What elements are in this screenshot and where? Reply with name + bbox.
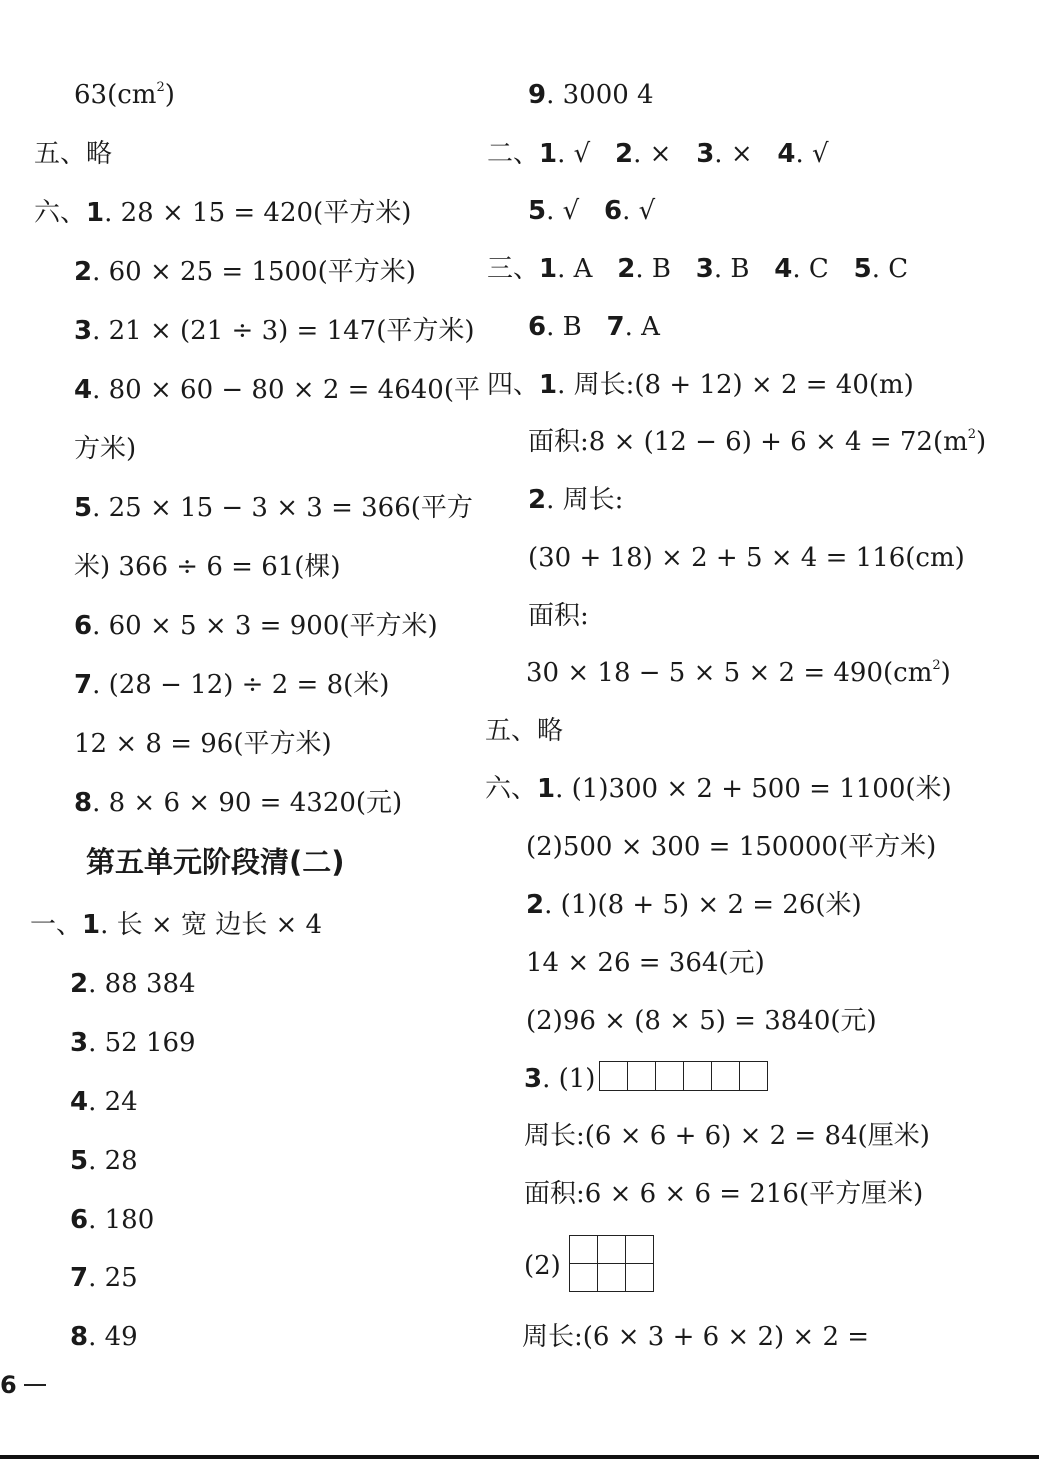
answer-line: 7. (28 − 12) ÷ 2 = 8(米) [74,670,390,700]
answer-line: (2) [524,1251,561,1281]
answer-line: 2. 88 384 [70,969,196,999]
answer-line: 5. 25 × 15 − 3 × 3 = 366(平方 [74,493,473,523]
answer-line: 8. 49 [70,1322,138,1352]
grid-cell [625,1235,654,1264]
grid-cell [597,1235,626,1264]
answer-line: 6. B 7. A [528,312,660,342]
answer-line: 五、略 [485,716,564,746]
answer-line: 周长:(6 × 6 + 6) × 2 = 84(厘米) [524,1121,930,1151]
rectangle-row-figure [600,1061,768,1091]
answer-line: 面积:6 × 6 × 6 = 216(平方厘米) [524,1179,924,1209]
page-number: 6 [0,1371,17,1399]
bottom-rule [0,1455,1039,1459]
answer-line: 2. 周长: [528,485,624,515]
answer-line: 六、1. 28 × 15 = 420(平方米) [34,198,412,228]
answer-line: 面积: [528,601,589,631]
rectangle-grid-figure [570,1236,654,1292]
answer-line: 3. (1) [524,1064,596,1094]
answer-line: (2)96 × (8 × 5) = 3840(元) [526,1006,877,1036]
answer-line: 5. √ 6. √ [528,196,656,226]
answer-line: 三、1. A 2. B 3. B 4. C 5. C [487,254,909,284]
answer-line: 4. 24 [70,1087,138,1117]
grid-cell [625,1263,654,1292]
answer-line: 2. 60 × 25 = 1500(平方米) [74,257,416,287]
answer-line: 二、1. √ 2. × 3. × 4. √ [487,139,829,169]
answer-line: 9. 3000 4 [528,80,654,110]
answer-line: (2)500 × 300 = 150000(平方米) [526,832,937,862]
grid-cell [569,1235,598,1264]
grid-cell [597,1263,626,1292]
answer-line: 6. 180 [70,1205,155,1235]
answer-line: 一、1. 长 × 宽 边长 × 4 [30,910,323,940]
answer-line: 五、略 [34,139,113,169]
page-number-dash [24,1384,46,1386]
grid-cell [739,1061,768,1091]
answer-line: 米) 366 ÷ 6 = 61(棵) [74,552,341,582]
answer-line: 3. 21 × (21 ÷ 3) = 147(平方米) [74,316,475,346]
grid-cell [683,1061,712,1091]
section-heading: 第五单元阶段清(二) [86,845,345,879]
answer-line: $63(cm^2)$ [74,80,175,110]
answer-line: 周长:(6 × 3 + 6 × 2) × 2 = [522,1322,870,1352]
grid-cell [569,1263,598,1292]
answer-line: 六、1. (1)300 × 2 + 500 = 1100(米) [485,774,952,804]
answer-line: 5. 28 [70,1146,138,1176]
answer-line: (30 + 18) × 2 + 5 × 4 = 116(cm) [528,543,965,573]
answer-line: 6. 60 × 5 × 3 = 900(平方米) [74,611,438,641]
grid-cell [627,1061,656,1091]
answer-line: 12 × 8 = 96(平方米) [74,729,332,759]
answer-line: 8. 8 × 6 × 90 = 4320(元) [74,788,403,818]
answer-line: $30 \times 18 - 5 \times 5 \times 2 = 490(cm^2)$ [526,658,951,688]
answer-line: 方米) [74,434,137,464]
answer-line: 14 × 26 = 364(元) [526,948,765,978]
answer-line: 面积:8 × $(12 - 6) + 6 \times 4 = 72(m^2)$ [528,427,987,457]
answer-line: 7. 25 [70,1263,138,1293]
answer-line: 3. 52 169 [70,1028,196,1058]
answer-line: 4. 80 × 60 − 80 × 2 = 4640(平 [74,375,480,405]
grid-cell [599,1061,628,1091]
grid-cell [711,1061,740,1091]
answer-line: 四、1. 周长:(8 + 12) × 2 = 40(m) [487,370,914,400]
answer-line: 2. (1)(8 + 5) × 2 = 26(米) [526,890,862,920]
grid-cell [655,1061,684,1091]
